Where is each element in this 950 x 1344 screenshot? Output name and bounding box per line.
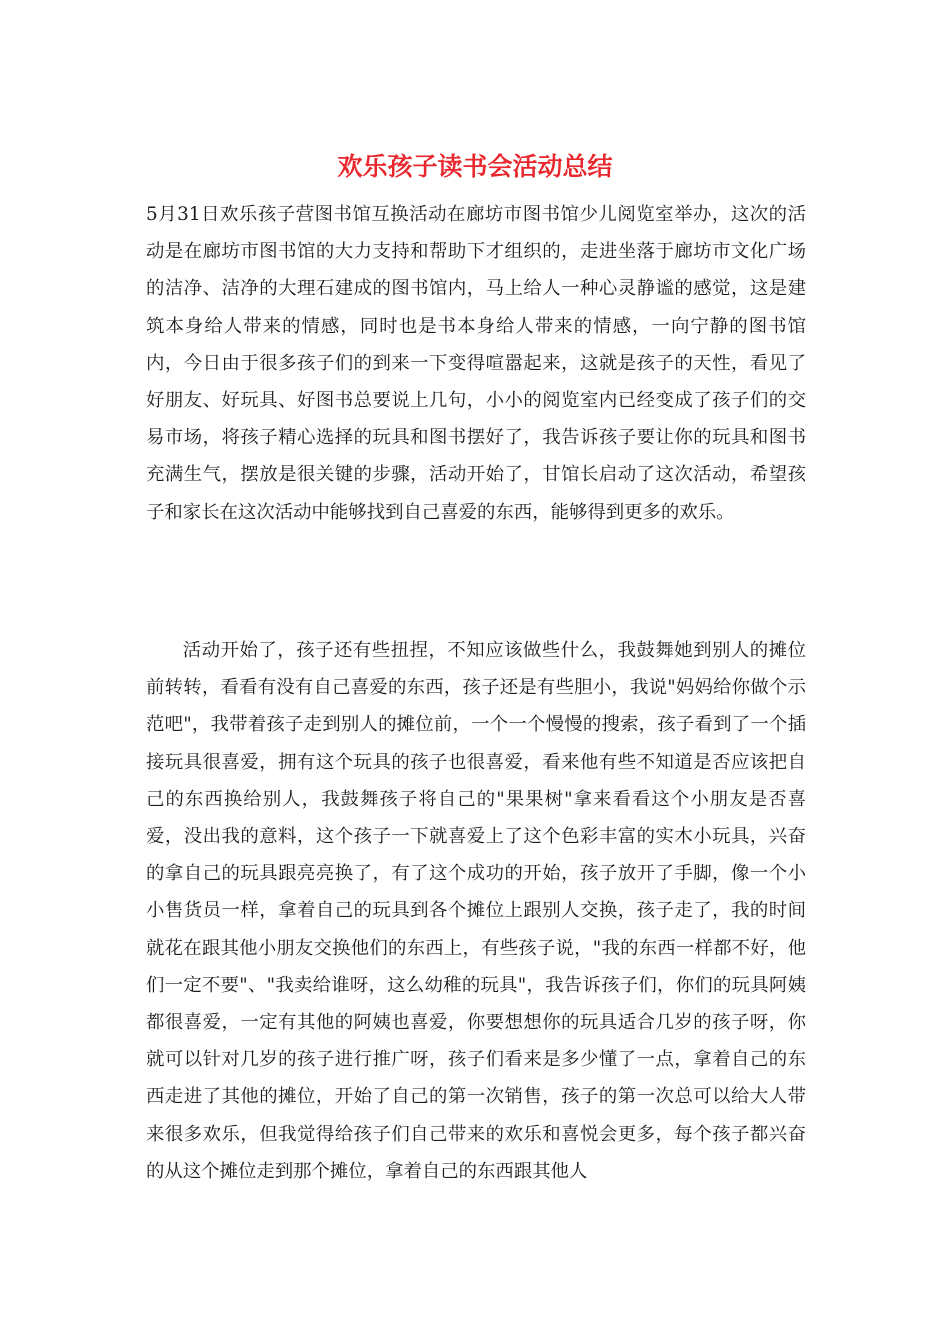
body-paragraph-1: 5月31日欢乐孩子营图书馆互换活动在廊坊市图书馆少儿阅览室举办，这次的活动是在廊坊市图书馆的大力支持和帮助下才组织的，走进坐落于廊坊市文化广场的洁净、洁净的大理石建成的图书馆内，马上给人一种心灵静谧的感觉，这是建筑本身给人带来的情感，同时也是书本身给人带来的情感，一向宁静的图书馆内，今日由于很多孩子们的到来一下变得喧嚣起来，这就是孩子的天性，看见了好朋友、好玩具、好图书总要说上几句，小小的阅览室内已经变成了孩子们的交易市场，将孩子精心选择的玩具和图书摆好了，我告诉孩子要让你的玩具和图书充满生气，摆放是很关键的步骤，活动开始了，甘馆长启动了这次活动，希望孩子和家长在这次活动中能够找到自己喜爱的东西，能够得到更多的欢乐。 (146, 204, 806, 523)
body-paragraph-2: 活动开始了，孩子还有些扭捏，不知应该做些什么，我鼓舞她到别人的摊位前转转，看看有没有自己喜爱的东西，孩子还是有些胆小，我说"妈妈给你做个示范吧"，我带着孩子走到别人的摊位前，一个一个慢慢的搜索，孩子看到了一个插接玩具很喜爱，拥有这个玩具的孩子也很喜爱，看来他有些不知道是否应该把自己的东西换给别人，我鼓舞孩子将自己的"果果树"拿来看看这个小朋友是否喜爱，没出我的意料，这个孩子一下就喜爱上了这个色彩丰富的实木小玩具，兴奋的拿自己的玩具跟亮亮换了，有了这个成功的开始，孩子放开了手脚，像一个小小售货员一样，拿着自己的玩具到各个摊位上跟别人交换，孩子走了，我的时间就花在跟其他小朋友交换他们的东西上，有些孩子说，"我的东西一样都不好，他们一定不要"、"我卖给谁呀，这么幼稚的玩具"，我告诉孩子们，你们的玩具阿姨都很喜爱，一定有其他的阿姨也喜爱，你要想想你的玩具适合几岁的孩子呀，你就可以针对几岁的孩子进行推广呀，孩子们看来是多少懂了一点，拿着自己的东西走进了其他的摊位，开始了自己的第一次销售，孩子的第一次总可以给大人带来很多欢乐，但我觉得给孩子们自己带来的欢乐和喜悦会更多，每个孩子都兴奋的从这个摊位走到那个摊位，拿着自己的东西跟其他人 (146, 640, 806, 1182)
document-title: 欢乐孩子读书会活动总结 (337, 152, 613, 181)
